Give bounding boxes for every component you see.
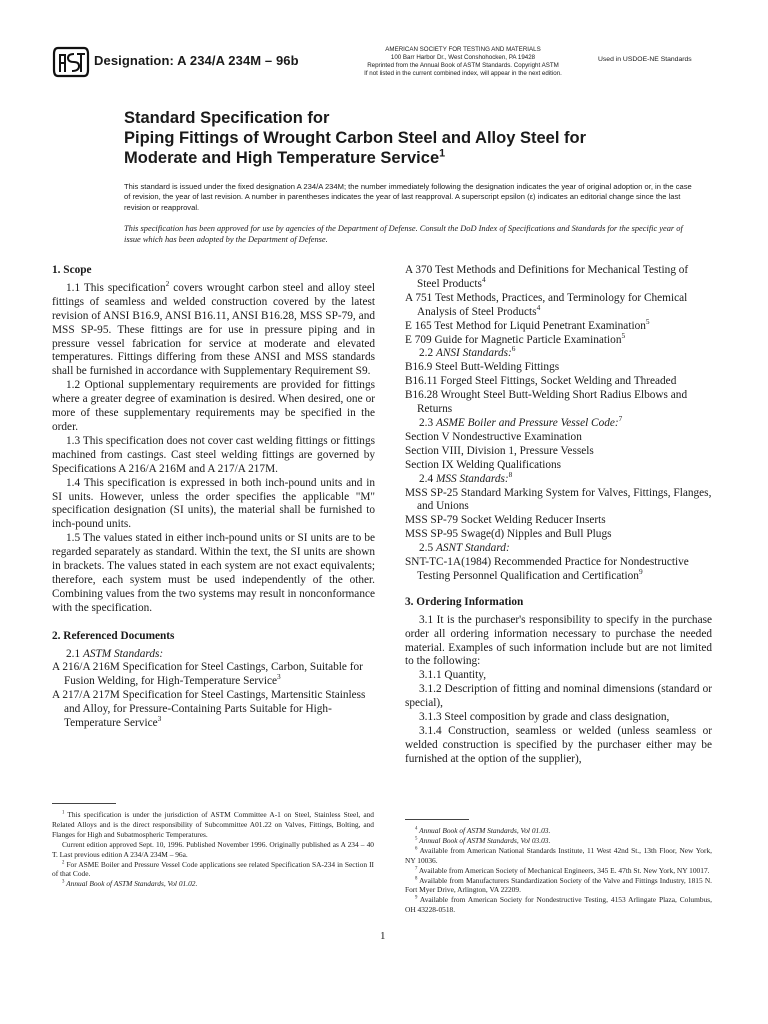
text: This specification is under the jurisdiction of ASTM Committee A-1 on Steel, Stainless Steel, and Related Alloys and is the direct responsibility of Subcommittee A01.22 on Valves, Fittings, Bolting, and Flanges for High and Subatmospheric Temperatures. [52, 810, 374, 839]
paragraph-1-2: 1.2 Optional supplementary requirements are provided for fittings where a greater degree of examination is desired. When desired, one or more of these supplementary requirements may be specified in the order. [52, 379, 375, 433]
section-heading-ordering-information: 3. Ordering Information [405, 595, 524, 608]
footnote-1 [52, 810, 374, 840]
reference-section-v: Section V Nondestructive Examination [405, 430, 582, 443]
title-line3-text: Moderate and High Temperature Service [124, 149, 440, 167]
footnote-3 [52, 879, 374, 889]
footnote-number: 3 [62, 879, 65, 885]
section-heading-scope: 1. Scope [52, 264, 92, 276]
subsection-2-5 [405, 542, 712, 556]
reference-a216 [52, 661, 375, 689]
title-line [124, 148, 684, 168]
footnotes-left [52, 810, 374, 889]
footnote-number: 6 [415, 846, 418, 852]
footnote-number: 8 [415, 876, 418, 882]
text: 2.1 [66, 647, 83, 660]
subsection-2-1 [52, 648, 375, 662]
reference-snt-tc-1a [405, 556, 712, 584]
footnote-ref: 5 [645, 316, 650, 326]
text: A 217/A 217M Specification for Steel Castings, Martensitic Stainless and Alloy, for Pressure-Containing Parts Suitable for High-Temperature Service [52, 689, 366, 730]
text: ASNT Standard: [435, 542, 510, 555]
issued-note: This standard is issued under the fixed designation A 234/A 234M; the number immediately following the designation indicates the year of original adoption or, in the case of revision, the year of last revision. A number in parentheses indicates the year of last reapproval. A superscript epsilon (ε) indicates an editorial change since the last revision or reapproval. [124, 182, 692, 212]
title-line: Standard Specification for [124, 109, 330, 127]
text: A 370 Test Methods and Definitions for Mechanical Testing of Steel Products [405, 264, 689, 290]
text: E 165 Test Method for Liquid Penetrant Examination [405, 319, 646, 332]
paragraph-1-4: 1.4 This specification is expressed in both inch-pound units and in SI units. However, unless the order specifies the applicable "M" specification designation (SI units), the material shall be furnished to inch-pound units. [52, 476, 375, 531]
society-info [338, 46, 588, 78]
text: Available from Manufacturers Standardization Society of the Valve and Fittings Industry, 1815 N. Fort Myer Drive, Arlington, VA 22209. [405, 875, 712, 895]
subsection-2-3 [405, 414, 712, 431]
astm-logo [52, 46, 90, 78]
text: 2.5 [419, 542, 436, 555]
society-line: AMERICAN SOCIETY FOR TESTING AND MATERIALS [385, 46, 541, 53]
footnotes-right [405, 826, 712, 915]
footnote-ref: 6 [511, 344, 516, 354]
footnote-number: 5 [415, 836, 418, 842]
reference-a370 [405, 264, 712, 292]
reference-a751 [405, 292, 712, 320]
text: For ASME Boiler and Pressure Vessel Code applications see related Specification SA-234 in Section II of that Code. [52, 859, 374, 879]
title-line: Piping Fittings of Wrought Carbon Steel and Alloy Steel for [124, 129, 586, 147]
footnote-number: 4 [415, 826, 418, 832]
paragraph-1-3: 1.3 This specification does not cover cast welding fittings or fittings machined from castings. Cast steel welding fittings are governed by Specifications A 216/A 216M and A 217/A 217M. [52, 434, 375, 475]
reference-sp95: MSS SP-95 Swage(d) Nipples and Bull Plugs [405, 528, 612, 541]
text: ASME Boiler and Pressure Vessel Code: [435, 416, 619, 429]
footnote-ref: 8 [508, 469, 513, 479]
text: E 709 Guide for Magnetic Particle Examination [405, 333, 622, 346]
reference-a217 [52, 689, 375, 731]
paragraph-3-1-2: 3.1.2 Description of fitting and nominal dimensions (standard or special), [405, 683, 712, 710]
society-line: If not listed in the current combined index, will appear in the next edition. [364, 70, 562, 77]
footnote-ref: 3 [157, 714, 162, 724]
text: A 216/A 216M Specification for Steel Castings, Carbon, Suitable for Fusion Welding, for High-Temperature Service [52, 661, 363, 688]
footnote-ref: 4 [481, 275, 486, 285]
footnote-ref: 2 [165, 279, 170, 289]
text: SNT-TC-1A(1984) Recommended Practice for Nondestructive Testing Personnel Qualification and Certification [405, 556, 689, 582]
paragraph-3-1-4: 3.1.4 Construction, seamless or welded (unless seamless or welded construction is specified by the purchaser either may be furnished at the option of the supplier), [405, 725, 712, 765]
reference-b16-11: B16.11 Forged Steel Fittings, Socket Welding and Threaded [405, 375, 677, 388]
reference-e709 [405, 330, 712, 348]
text: 2.4 [419, 472, 436, 485]
paragraph-1-5: 1.5 The values stated in either inch-pound units or SI units are to be regarded separately as standard. Within the text, the SI units are shown in brackets. The values stated in each system are not exact equivalents; therefore, each system must be used independently of the other. Combining values from the two systems may result in nonconformance with the specification. [52, 532, 375, 614]
footnote-ref: 4 [536, 302, 541, 312]
text: ASTM Standards: [82, 647, 164, 660]
section-heading-referenced-documents: 2. Referenced Documents [52, 629, 175, 642]
footnote-number: 1 [62, 810, 65, 816]
paragraph-3-1-1: 3.1.1 Quantity, [419, 669, 487, 682]
text: covers wrought carbon steel and alloy steel fittings of seamless and welded construction covered by the latest revision of ANSI B16.9, ANSI B16.11, ANSI B16.28, MSS SP-79, and MSS SP-95. These fittings are for use in pressure piping and in pressure vessel fabrication for service at moderate and elevated temperatures. Fittings differing from these ANSI and MSS standards shall be furnished in accordance with Supplementary Requirement S9. [52, 281, 375, 378]
footnote-ref: 9 [638, 567, 643, 577]
designation: Designation: A 234/A 234M – 96b [94, 53, 299, 68]
footnote-divider [405, 819, 469, 820]
document-title [124, 108, 684, 168]
footnote-9 [405, 895, 712, 915]
footnote-5 [405, 836, 712, 846]
text: 1.1 This specification [66, 281, 166, 294]
text: ANSI Standards: [435, 347, 512, 360]
reference-b16-9: B16.9 Steel Butt-Welding Fittings [405, 361, 560, 374]
right-column [405, 264, 712, 767]
footnote-4 [405, 826, 712, 836]
footnote-divider [52, 803, 116, 804]
text: Annual Book of ASTM Standards, Vol 03.03. [417, 835, 551, 845]
footnote-ref: 7 [618, 414, 623, 424]
footnote-ref: 5 [621, 330, 626, 340]
footnote-ref: 1 [439, 147, 446, 160]
left-column [52, 264, 375, 731]
paragraph-3-1: 3.1 It is the purchaser's responsibility to specify in the purchase order all ordering information necessary to purchase the needed material. Examples of such information include but are not limited to the following: [405, 613, 712, 668]
paragraph-3-1-3: 3.1.3 Steel composition by grade and class designation, [419, 711, 670, 724]
text: A 751 Test Methods, Practices, and Terminology for Chemical Analysis of Steel Products [405, 291, 688, 318]
reference-b16-28: B16.28 Wrought Steel Butt-Welding Short Radius Elbows and Returns [405, 389, 688, 416]
text: Annual Book of ASTM Standards, Vol 01.02. [64, 879, 198, 889]
text: 2.2 [419, 347, 436, 360]
reference-section-viii: Section VIII, Division 1, Pressure Vessels [405, 444, 594, 457]
paragraph-1-1 [52, 279, 375, 379]
subsection-2-2 [405, 344, 712, 361]
text: 2.3 [419, 416, 436, 429]
footnote-7 [405, 866, 712, 876]
footnote-6 [405, 846, 712, 866]
reference-sp79: MSS SP-79 Socket Welding Reducer Inserts [405, 514, 606, 527]
society-line: 100 Barr Harbor Dr., West Conshohocken, PA 19428 [390, 54, 536, 61]
text: Available from American National Standards Institute, 11 West 42nd St., 13th Floor, New York, NY 10036. [405, 845, 712, 865]
text: MSS Standards: [435, 472, 509, 485]
used-in-note: Used in USDOE-NE Standards [598, 56, 692, 63]
dod-approval-note: This specification has been approved for use by agencies of the Department of Defense. Consult the DoD Index of Specifications and Standards for the specific year of issue which has been adopted by the Department of Defense. [124, 224, 683, 244]
footnote-1-edition: Current edition approved Sept. 10, 1996. Published November 1996. Originally published as A 234 – 40 T. Last previous edition A 234/A 234M – 96a. [52, 839, 374, 859]
footnote-number: 2 [62, 860, 65, 866]
text: Available from American Society of Mechanical Engineers, 345 E. 47th St. New York, NY 10017. [417, 865, 710, 875]
text: Available from American Society for Nondestructive Testing, 4153 Arlingate Plaza, Columbus, OH 43228-0518. [405, 895, 712, 915]
footnote-ref: 3 [277, 672, 281, 682]
footnote-number: 7 [415, 866, 418, 872]
reference-e165 [405, 316, 712, 334]
page-number: 1 [380, 930, 386, 942]
reference-section-ix: Section IX Welding Qualifications [405, 458, 562, 471]
subsection-2-4 [405, 469, 712, 487]
footnote-number: 9 [415, 895, 418, 901]
society-line: Reprinted from the Annual Book of ASTM Standards. Copyright ASTM [367, 62, 559, 69]
text: Annual Book of ASTM Standards, Vol 01.03. [417, 826, 551, 835]
footnote-8 [405, 876, 712, 896]
reference-sp25: MSS SP-25 Standard Marking System for Valves, Fittings, Flanges, and Unions [405, 486, 712, 513]
footnote-2 [52, 860, 374, 880]
